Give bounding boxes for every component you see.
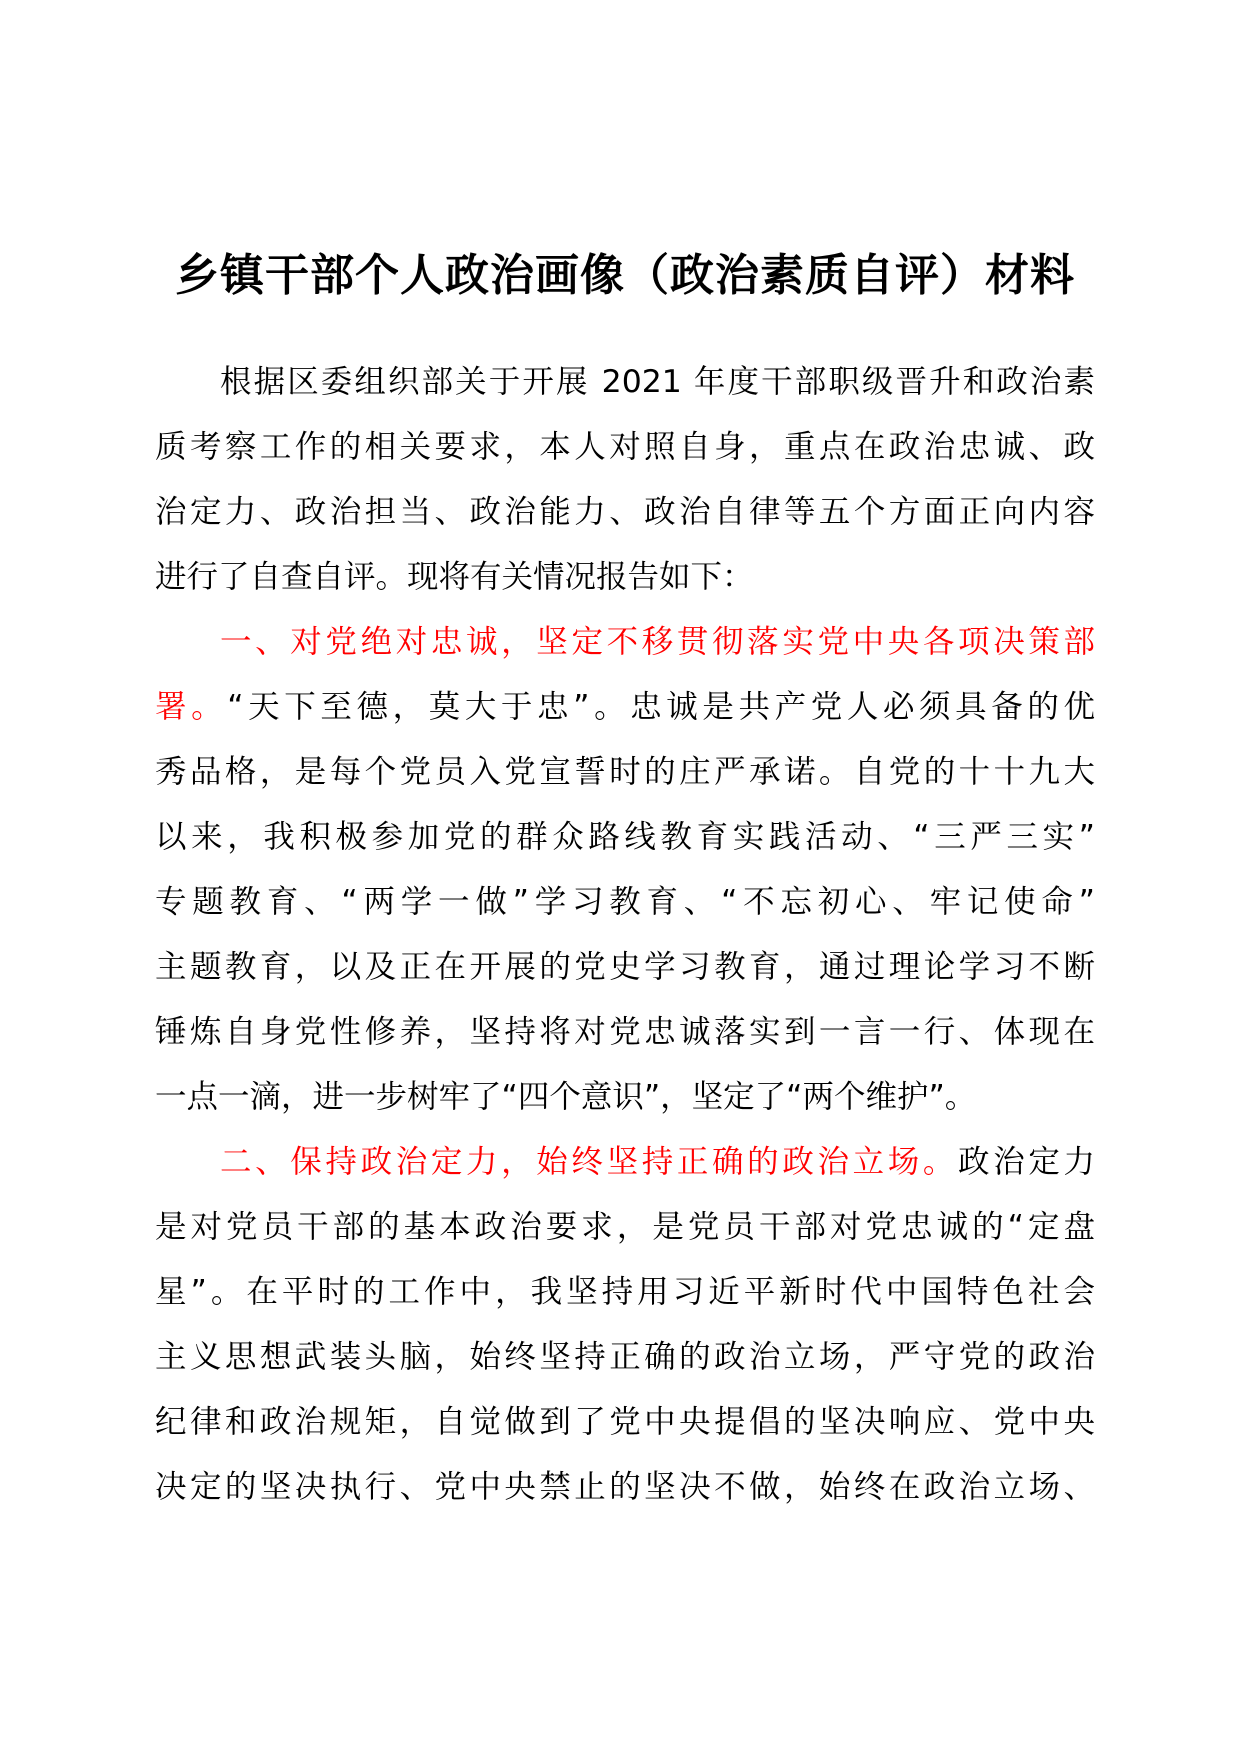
paragraph-line (155, 1065, 1095, 1130)
paragraph-text: 质考察工作的相关要求，本人对照自身，重点在政治忠诚、政 (155, 429, 1095, 465)
paragraph-line (155, 610, 1095, 675)
paragraph-line (155, 1260, 1095, 1325)
paragraph-line (155, 1455, 1095, 1520)
paragraph-text: 根据区委组织部关于开展 2021 年度干部职级晋升和政治素 (220, 364, 1095, 400)
paragraph-line (155, 1195, 1095, 1260)
section-heading: 二、保持政治定力，始终坚持正确的政治立场。 (220, 1144, 959, 1180)
paragraph-line (155, 545, 1095, 610)
paragraph-line (155, 415, 1095, 480)
document-body (155, 350, 1095, 1520)
paragraph-line (155, 870, 1095, 935)
paragraph-text: 治定力、政治担当、政治能力、政治自律等五个方面正向内容 (155, 494, 1095, 530)
paragraph-text: 进行了自查自评。现将有关情况报告如下： (155, 559, 754, 595)
paragraph-line (155, 350, 1095, 415)
paragraph-text: 主义思想武装头脑，始终坚持正确的政治立场，严守党的政治 (155, 1339, 1095, 1375)
paragraph-text: 星”。在平时的工作中，我坚持用习近平新时代中国特色社会 (155, 1274, 1095, 1310)
paragraph-line (155, 935, 1095, 1000)
paragraph-text: 秀品格，是每个党员入党宣誓时的庄严承诺。自党的十十九大 (155, 754, 1095, 790)
paragraph-text: “天下至德，莫大于忠”。忠诚是共产党人必须具备的优 (227, 689, 1095, 725)
section-heading: 署。 (155, 689, 228, 725)
paragraph-line (155, 805, 1095, 870)
paragraph-line (155, 740, 1095, 805)
paragraph-text: 政治定力 (958, 1144, 1095, 1180)
section-heading: 一、对党绝对忠诚，坚定不移贯彻落实党中央各项决策部 (220, 624, 1095, 660)
paragraph-text: 纪律和政治规矩，自觉做到了党中央提倡的坚决响应、党中央 (155, 1404, 1095, 1440)
document-title: 乡镇干部个人政治画像（政治素质自评）材料 (175, 250, 1075, 301)
paragraph-text: 以来，我积极参加党的群众路线教育实践活动、“三严三实” (155, 819, 1095, 855)
paragraph-line (155, 1390, 1095, 1455)
paragraph-line (155, 480, 1095, 545)
paragraph-line (155, 1000, 1095, 1065)
paragraph-text: 决定的坚决执行、党中央禁止的坚决不做，始终在政治立场、 (155, 1469, 1095, 1505)
paragraph-text: 专题教育、“两学一做”学习教育、“不忘初心、牢记使命” (155, 884, 1095, 920)
paragraph-line (155, 1325, 1095, 1390)
paragraph-text: 是对党员干部的基本政治要求，是党员干部对党忠诚的“定盘 (155, 1209, 1095, 1245)
paragraph-line (155, 1130, 1095, 1195)
paragraph-text: 锤炼自身党性修养，坚持将对党忠诚落实到一言一行、体现在 (155, 1014, 1095, 1050)
paragraph-text: 主题教育，以及正在开展的党史学习教育，通过理论学习不断 (155, 949, 1095, 985)
paragraph-line (155, 675, 1095, 740)
paragraph-text: 一点一滴，进一步树牢了“四个意识”，坚定了“两个维护”。 (155, 1079, 977, 1115)
